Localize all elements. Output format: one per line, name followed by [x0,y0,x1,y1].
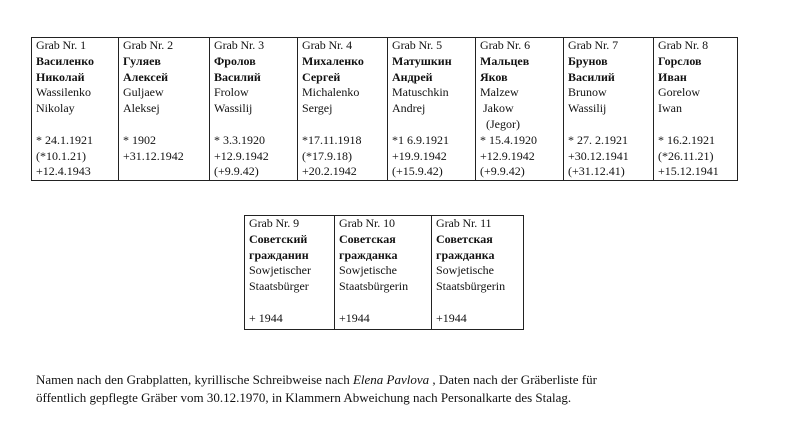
cyrillic-surname: Матушкин [392,53,452,68]
grave-table-bottom [244,215,524,330]
grave-number: Grab Nr. 4 [302,38,352,52]
caption-author: Elena Pavlova [352,372,430,387]
date-line-2: (*17.9.18) [302,148,352,163]
grave-number: Grab Nr. 1 [36,38,86,52]
grave-number: Grab Nr. 2 [123,38,173,52]
grave-table-top [31,37,738,181]
cyrillic-surname: Горслов [658,53,702,68]
cyrillic-first-name: Николай [36,69,85,84]
date-line-2: +12.9.1942 [480,148,535,163]
grave-cell-3 [210,38,298,181]
grave-number: Grab Nr. 8 [658,38,708,52]
date-line-1: *1 6.9.1921 [392,132,449,147]
latin-surname: Malzew [480,85,519,100]
cyrillic-title: Советская [436,231,493,246]
grave-number: Grab Nr. 11 [436,216,492,230]
latin-surname: Guljaew [123,85,164,100]
date-line-3: (+9.9.42) [214,164,259,179]
grave-cell-9 [245,216,335,330]
cyrillic-subtitle: гражданин [249,247,309,262]
grave-number: Grab Nr. 7 [568,38,618,52]
date-line-3: +12.4.1943 [36,164,91,179]
latin-surname: Gorelow [658,85,700,100]
caption [36,371,756,407]
date-line-3: (+31.12.41) [568,164,625,179]
date-line-2: +30.12.1941 [568,148,629,163]
latin-surname: Brunow [568,85,607,100]
latin-surname: Wassilenko [36,85,92,100]
grave-cell-1 [32,38,119,181]
grave-cell-5 [388,38,476,181]
latin-title: Sowjetische [436,263,494,278]
date-line-1: * 3.3.1920 [214,132,265,147]
cyrillic-first-name: Василий [214,69,261,84]
latin-subtitle: Staatsbürger [249,279,309,294]
cyrillic-first-name: Яков [480,69,508,84]
latin-first-name: Nikolay [36,101,75,116]
caption-text-3: öffentlich gepflegte Gräber vom 30.12.1970, in Klammern Abweichung nach Personalkarte des Stalag. [36,390,572,405]
cyrillic-first-name: Андрей [392,69,433,84]
cyrillic-first-name: Иван [658,69,687,84]
cyrillic-surname: Фролов [214,53,256,68]
grave-cell-6 [476,38,564,181]
grave-cell-8 [654,38,738,181]
date-line-1: *17.11.1918 [302,132,362,147]
caption-text-2: , Daten nach der Gräberliste für [429,372,597,387]
date-line-2: (*10.1.21) [36,148,86,163]
latin-first-name: Wassilij [568,101,607,116]
date-line-1: * 15.4.1920 [480,132,537,147]
date-line-2: +19.9.1942 [392,148,447,163]
cyrillic-surname: Мальцев [480,53,530,68]
grave-row [32,38,738,181]
cyrillic-surname: Василенко [36,53,94,68]
cyrillic-subtitle: гражданка [436,247,495,262]
death-year: +1944 [436,310,467,325]
latin-first-name: Sergej [302,101,333,116]
grave-number: Grab Nr. 6 [480,38,530,52]
date-line-1: * 1902 [123,132,156,147]
death-year: + 1944 [249,310,283,325]
grave-row [245,216,524,330]
grave-cell-11 [432,216,524,330]
cyrillic-title: Советская [339,231,396,246]
date-line-1: * 27. 2.1921 [568,132,628,147]
latin-first-name: Iwan [658,101,682,116]
latin-title: Sowjetischer [249,263,311,278]
latin-subtitle: Staatsbürgerin [339,279,409,294]
date-line-1: * 16.2.1921 [658,132,715,147]
cyrillic-surname: Гуляев [123,53,161,68]
cyrillic-first-name: Сергей [302,69,341,84]
latin-first-name: Andrej [392,101,426,116]
cyrillic-surname: Михаленко [302,53,364,68]
date-line-3: +15.12.1941 [658,164,719,179]
grave-number: Grab Nr. 9 [249,216,299,230]
cyrillic-subtitle: гражданка [339,247,398,262]
death-year: +1944 [339,310,370,325]
latin-first-name: Aleksej [123,101,160,116]
grave-cell-7 [564,38,654,181]
date-line-3: +20.2.1942 [302,164,357,179]
latin-first-name: Wassilij [214,101,253,116]
grave-number: Grab Nr. 5 [392,38,442,52]
date-line-1: * 24.1.1921 [36,132,93,147]
latin-surname: Frolow [214,85,249,100]
latin-first-name: Jakow [483,101,514,116]
date-line-2: +12.9.1942 [214,148,269,163]
date-line-3: (+15.9.42) [392,164,443,179]
grave-cell-4 [298,38,388,181]
date-line-2: (*26.11.21) [658,148,714,163]
latin-surname: Matuschkin [392,85,449,100]
caption-text-1: Namen nach den Grabplatten, kyrillische Schreibweise nach [36,372,353,387]
grave-cell-10 [335,216,432,330]
grave-number: Grab Nr. 3 [214,38,264,52]
cyrillic-title: Советский [249,231,308,246]
cyrillic-first-name: Алексей [123,69,169,84]
latin-alt-name: (Jegor) [486,116,520,131]
cyrillic-first-name: Василий [568,69,615,84]
cyrillic-surname: Брунов [568,53,608,68]
date-line-2: +31.12.1942 [123,148,184,163]
latin-subtitle: Staatsbürgerin [436,279,506,294]
grave-cell-2 [119,38,210,181]
date-line-3: (+9.9.42) [480,164,525,179]
latin-surname: Michalenko [302,85,360,100]
grave-number: Grab Nr. 10 [339,216,395,230]
latin-title: Sowjetische [339,263,397,278]
